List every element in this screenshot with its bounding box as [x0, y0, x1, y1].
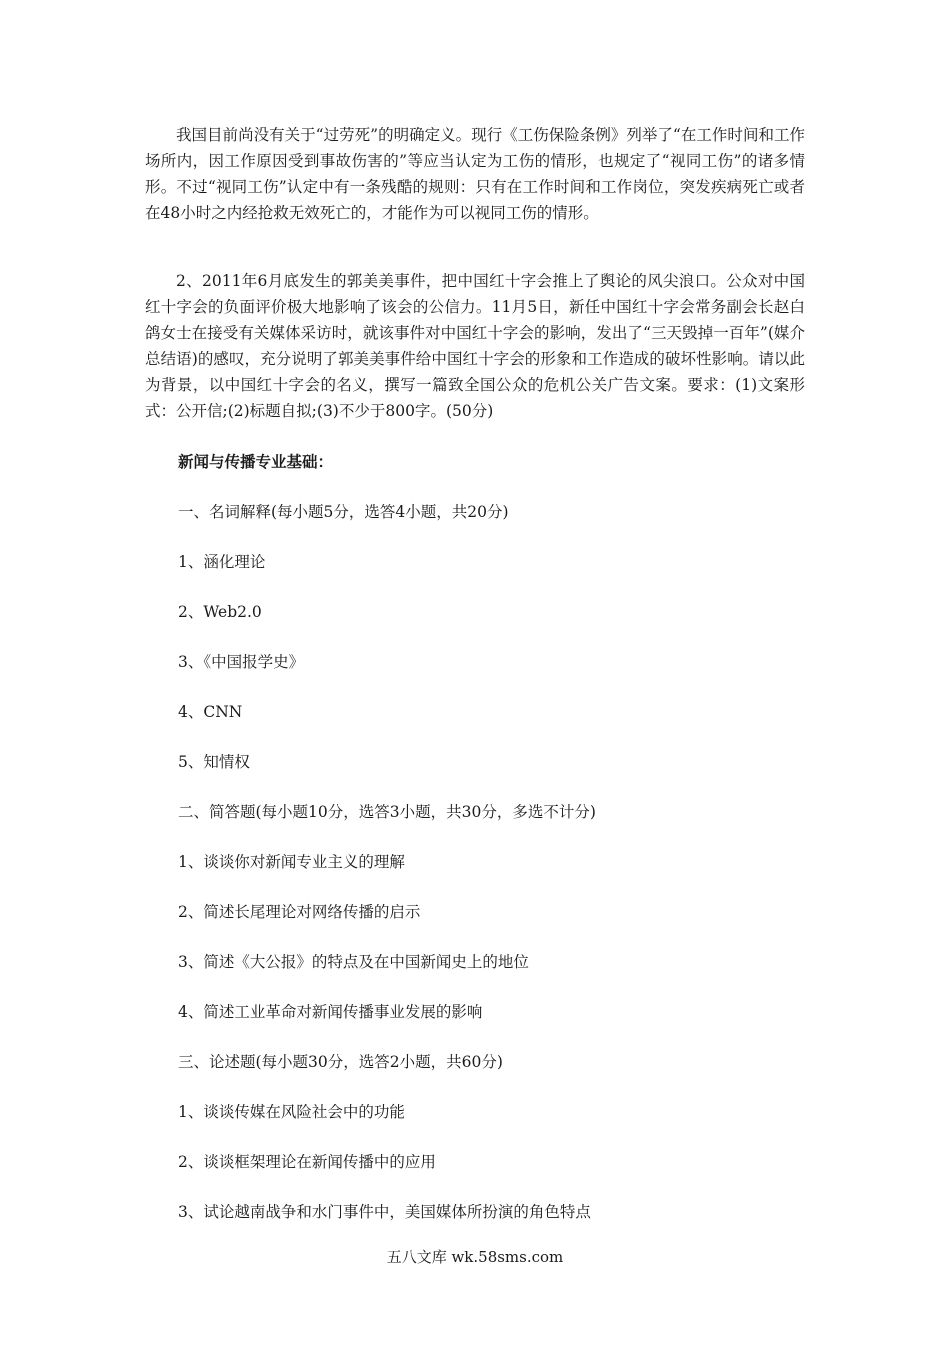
part1-heading: 一、名词解释(每小题5分，选答4小题，共20分): [178, 503, 509, 521]
list-item: 4、CNN: [178, 703, 243, 721]
list-item: 1、涵化理论: [178, 553, 266, 571]
paragraph-overwork-death: 我国目前尚没有关于“过劳死”的明确定义。现行《工伤保险条例》列举了“在工作时间和工作场所内，因工作原因受到事故伤害的”等应当认定为工伤的情形，也规定了“视同工伤”的诸多情形。不过“视同工伤”认定中有一条残酷的规则：只有在工作时间和工作岗位，突发疾病死亡或者在48小时之内经抢救无效死亡的，才能作为可以视同工伤的情形。: [145, 126, 805, 222]
list-item: 2、谈谈框架理论在新闻传播中的应用: [178, 1153, 436, 1171]
footer-watermark: 五八文库 wk.58sms.com: [386, 1248, 564, 1266]
list-item: 3、《中国报学史》: [178, 653, 305, 671]
list-item: 2、简述长尾理论对网络传播的启示: [178, 903, 421, 921]
list-item: 2、Web2.0: [178, 603, 262, 621]
list-item: 1、谈谈你对新闻专业主义的理解: [178, 853, 405, 871]
list-item: 4、简述工业革命对新闻传播事业发展的影响: [178, 1003, 483, 1021]
list-item: 3、简述《大公报》的特点及在中国新闻史上的地位: [178, 953, 529, 971]
list-item: 1、谈谈传媒在风险社会中的功能: [178, 1103, 405, 1121]
part3-heading: 三、论述题(每小题30分，选答2小题，共60分): [178, 1053, 503, 1071]
section-title: 新闻与传播专业基础：: [178, 452, 334, 471]
question-red-cross: 2、2011年6月底发生的郭美美事件，把中国红十字会推上了舆论的风尖浪口。公众对中国红十字会的负面评价极大地影响了该会的公信力。11月5日，新任中国红十字会常务副会长赵白鸽女士在接受有关媒体采访时，就该事件对中国红十字会的影响，发出了“三天毁掉一百年”(媒介总结语)的感叹，充分说明了郭美美事件给中国红十字会的形象和工作造成的破坏性影响。请以此为背景，以中国红十字会的名义，撰写一篇致全国公众的危机公关广告文案。要求：(1)文案形式：公开信;(2)标题自拟;(3)不少于800字。(50分): [145, 272, 805, 420]
part2-heading: 二、简答题(每小题10分，选答3小题，共30分，多选不计分): [178, 803, 596, 821]
list-item: 5、知情权: [178, 753, 250, 771]
list-item: 3、试论越南战争和水门事件中，美国媒体所扮演的角色特点: [178, 1203, 591, 1221]
